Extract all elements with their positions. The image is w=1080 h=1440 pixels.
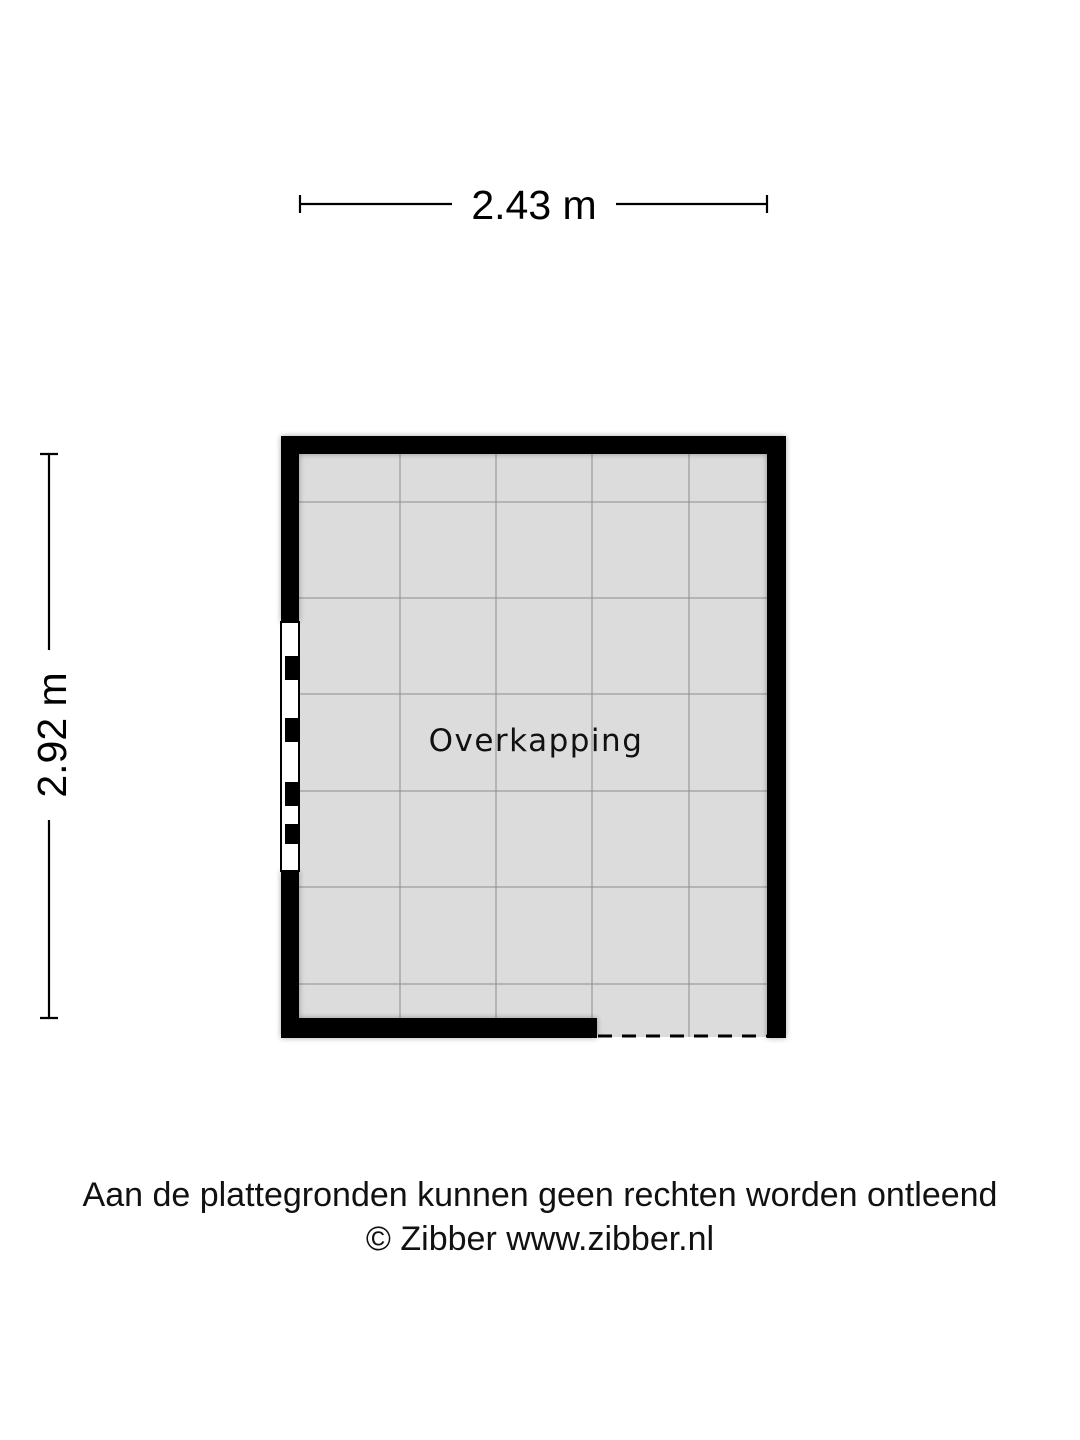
depth-dimension	[29, 454, 75, 1018]
width-label: 2.43 m	[471, 182, 597, 228]
window	[281, 622, 299, 871]
right-wall	[767, 436, 786, 1038]
left-wall-lower	[281, 871, 299, 1038]
bottom-wall	[281, 1018, 597, 1038]
depth-label: 2.92 m	[29, 672, 75, 798]
copyright-text: © Zibber www.zibber.nl	[365, 1220, 715, 1258]
room-label: Overkapping	[428, 723, 644, 759]
left-wall-upper	[281, 436, 299, 622]
width-dimension	[300, 182, 767, 228]
top-wall	[281, 436, 786, 454]
disclaimer-text: Aan de plattegronden kunnen geen rechten worden ontleend	[82, 1176, 998, 1214]
